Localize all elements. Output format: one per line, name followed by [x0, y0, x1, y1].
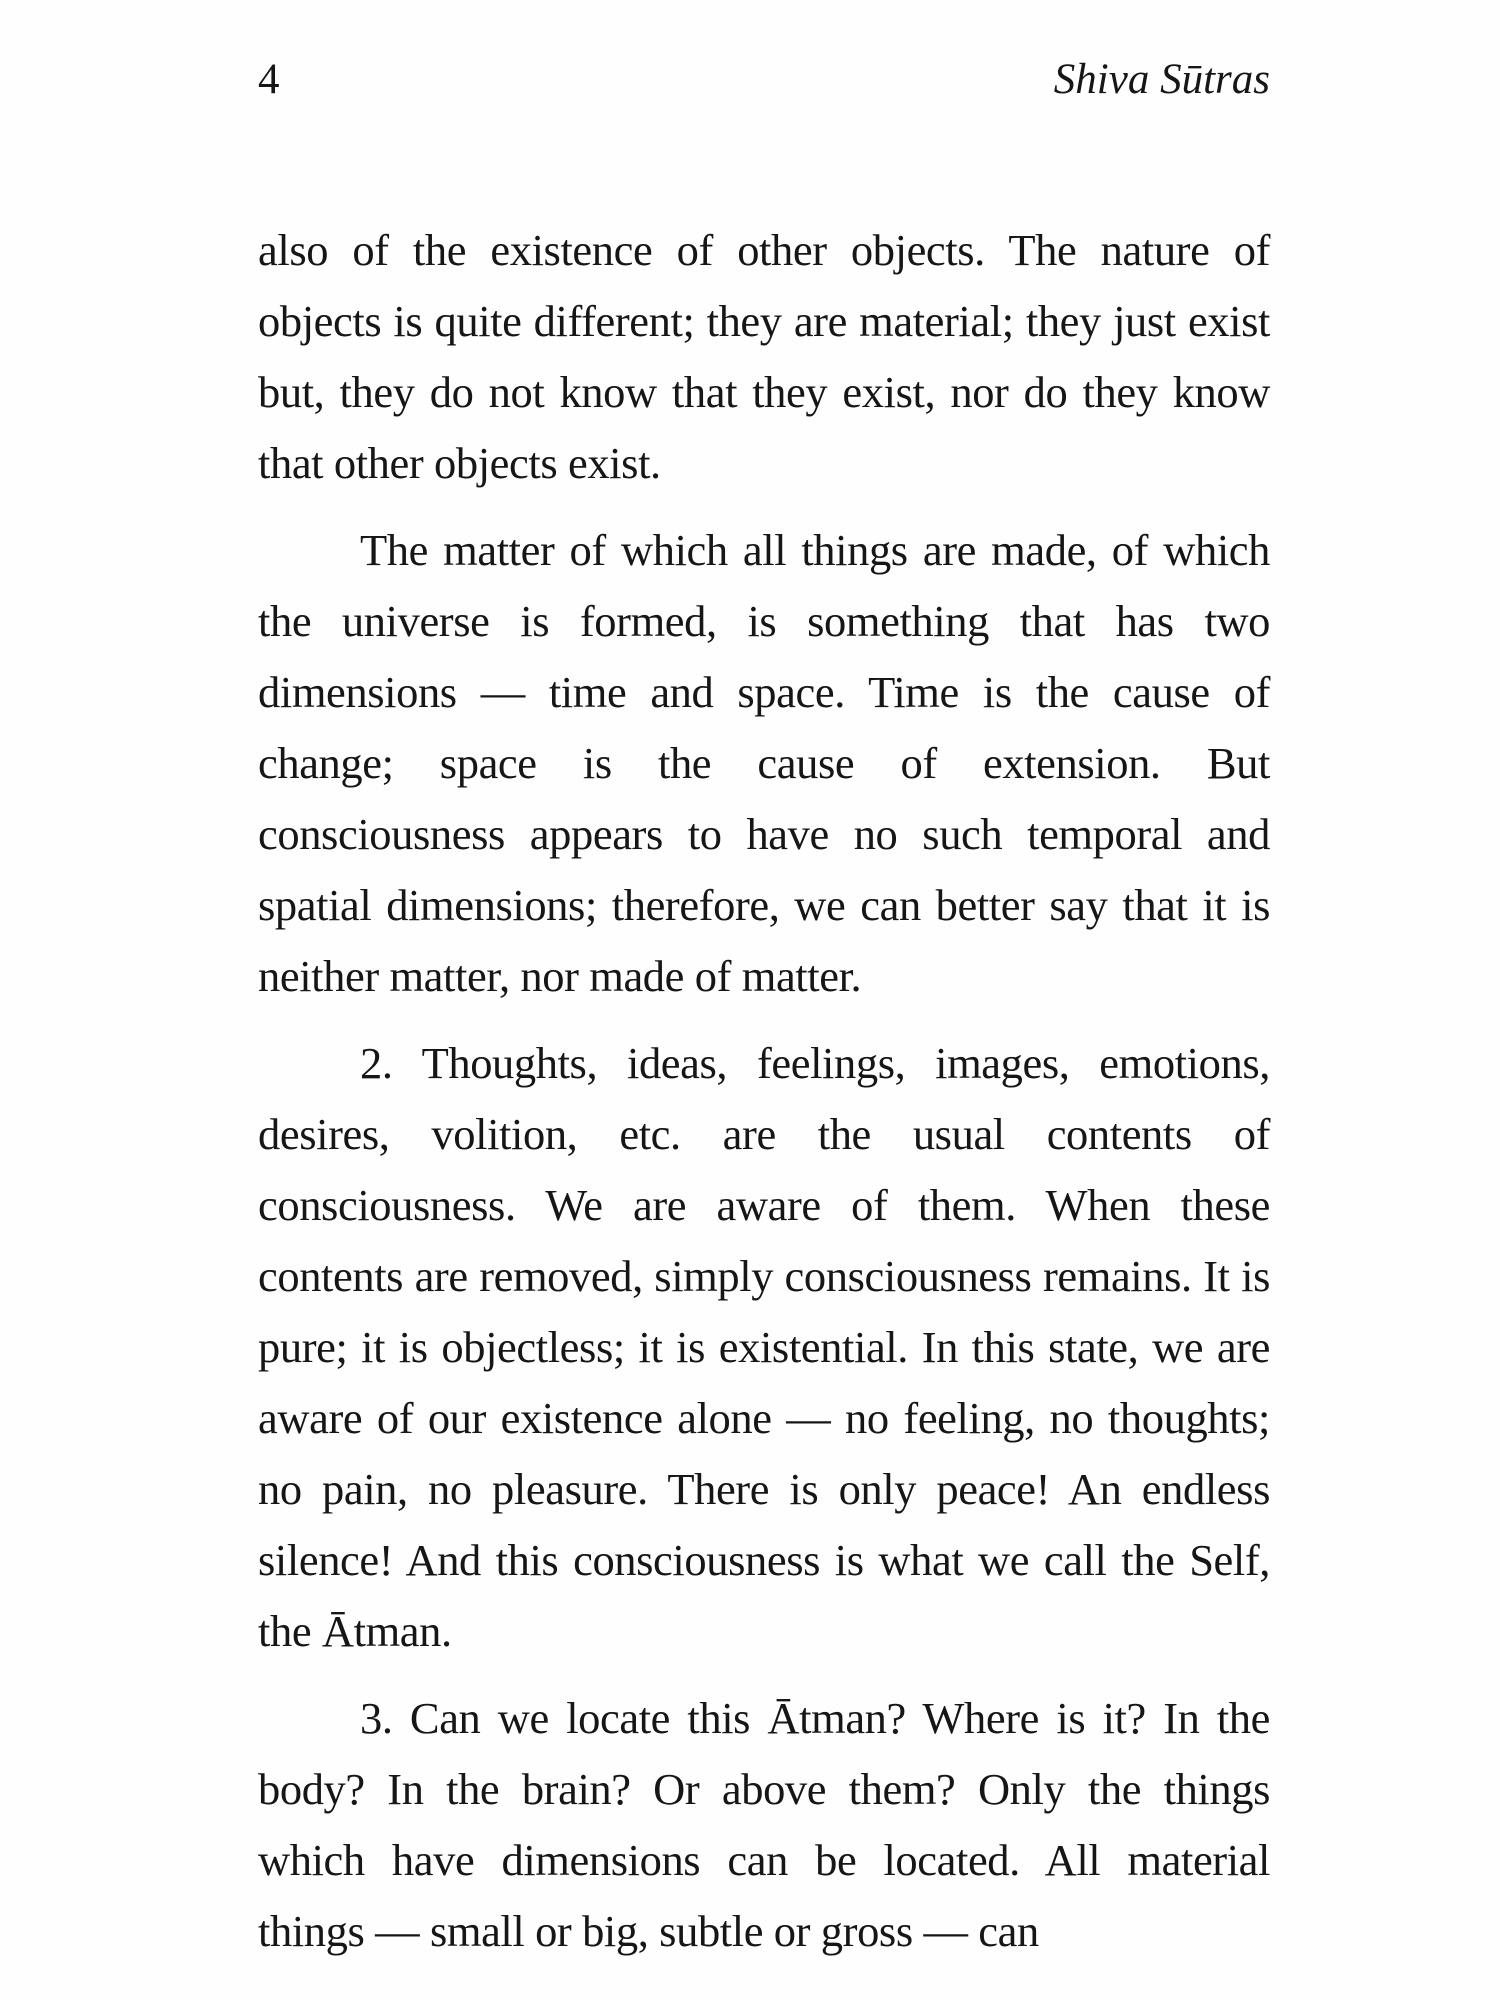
paragraph-point-3: 3. Can we locate this Ātman? Where is it? In the body? In the brain? Or above them? Only the things which have dimensions can be located. All material things — small or big, subtle or gross — can	[258, 1693, 1270, 1956]
paragraph-point-2: 2. Thoughts, ideas, feelings, images, emotions, desires, volition, etc. are the usual contents of consciousness. We are aware of them. When these contents are removed, simply consciousness remains. It is pure; it is objectless; it is existential. In this state, we are aware of our existence alone — no feeling, no thoughts; no pain, no pleasure. There is only peace! An endless silence! And this consciousness is what we call the Self, the Ātman.	[258, 1038, 1270, 1656]
paragraph-continuation: also of the existence of other objects. The nature of objects is quite different; they are material; they just exist but, they do not know that they exist, nor do they know that other objects exist.	[258, 225, 1270, 488]
paragraph-matter: The matter of which all things are made, of which the universe is formed, is something that has two dimensions — time and space. Time is the cause of change; space is the cause of extension. But consciousness appears to have no such temporal and spatial dimensions; therefore, we can better say that it is neither matter, nor made of matter.	[258, 525, 1270, 1001]
running-head: Shiva Sūtras	[1053, 56, 1270, 103]
page-number: 4	[258, 56, 280, 103]
page-header	[258, 50, 1270, 110]
body-text	[258, 215, 1270, 1967]
